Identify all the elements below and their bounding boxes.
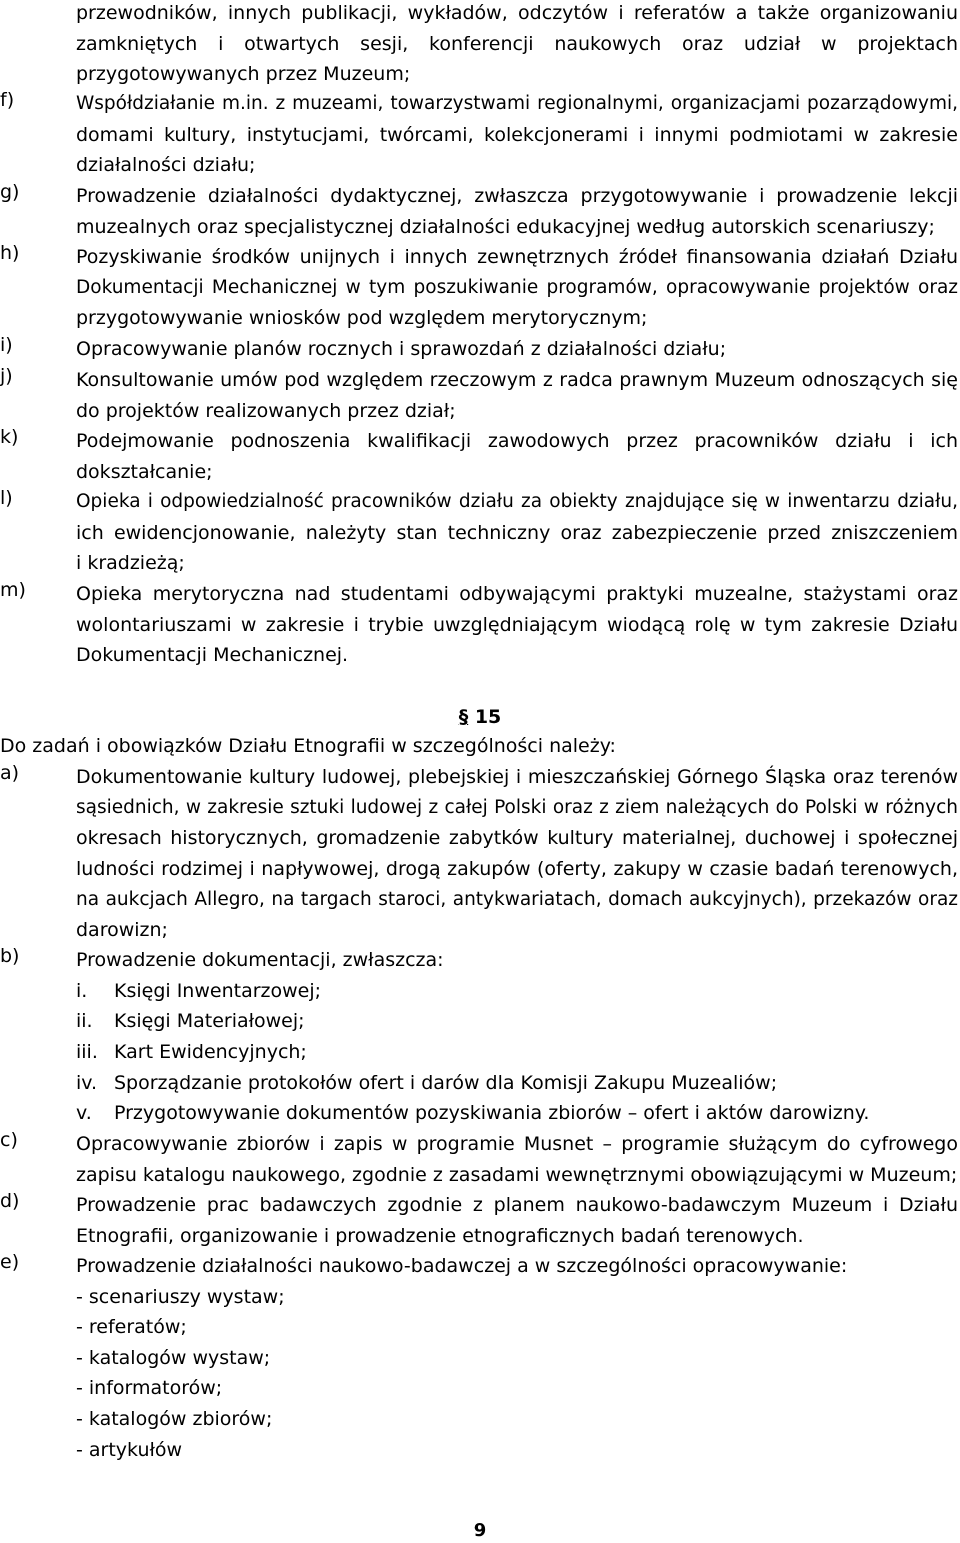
sub-text: Księgi Inwentarzowej; <box>114 980 322 1002</box>
text-line: ich ewidencjonowanie, należyty stan techniczny oraz zabezpieczenie przed zniszczeniem <box>76 521 958 544</box>
text-line: i kradzieżą; <box>76 552 185 575</box>
text-line: przygotowywanych przez Muzeum; <box>76 63 411 86</box>
list-marker: d) <box>0 1190 20 1212</box>
text-line: Prowadzenie działalności dydaktycznej, zwłaszcza przygotowywanie i prowadzenie lekcji <box>76 185 958 207</box>
list-marker: f) <box>0 89 15 111</box>
text-line: przygotowywanie wniosków pod względem merytorycznym; <box>76 307 648 330</box>
text-line: Dokumentacji Mechanicznej w tym poszukiwanie programów, opracowywanie projektów oraz <box>76 276 958 298</box>
text-line: Etnografii, organizowanie i prowadzenie etnograficznych badań terenowych. <box>76 1224 804 1247</box>
intro-line: Do zadań i obowiązków Działu Etnografii w szczególności należy: <box>0 735 616 757</box>
list-marker: m) <box>0 579 26 601</box>
list-marker: l) <box>0 487 13 509</box>
section-heading <box>440 702 520 732</box>
text-line: zapisu katalogu naukowego, zgodnie z zasadami wewnętrznymi obowiązującymi w Muzeum; <box>76 1163 958 1186</box>
sub-marker: i. <box>76 980 88 1002</box>
dash-item: - scenariuszy wystaw; <box>76 1286 285 1308</box>
list-marker: a) <box>0 762 20 784</box>
sub-marker: v. <box>76 1102 92 1124</box>
text-line: Opracowywanie zbiorów i zapis w programie Musnet – programie służącym do cyfrowego <box>76 1133 958 1155</box>
text-line: Dokumentacji Mechanicznej. <box>76 644 349 667</box>
section-number: 15 <box>474 706 502 728</box>
sub-text: Przygotowywanie dokumentów pozyskiwania zbiorów – ofert i aktów darowizny. <box>114 1102 870 1124</box>
text-line: Opieka i odpowiedzialność pracowników działu za obiekty znajdujące się w inwentarzu działu, <box>76 491 958 512</box>
text-line: Pozyskiwanie środków unijnych i innych zewnętrznych źródeł finansowania działań Działu <box>76 246 958 268</box>
text-line: sąsiednich, w zakresie sztuki ludowej z całej Polski oraz z ziem należących do Polski w różnych <box>76 796 958 818</box>
sub-text: Sporządzanie protokołów ofert i darów dla Komisji Zakupu Muzealiów; <box>114 1072 778 1094</box>
text-line: Opieka merytoryczna nad studentami odbywającymi praktyki muzealne, stażystami oraz <box>76 583 958 605</box>
list-marker: h) <box>0 242 20 264</box>
text-line: wolontariuszami w zakresie i trybie uwzględniającym wiodącą rolę w tym zakresie Działu <box>76 613 958 636</box>
sub-text: Księgi Materiałowej; <box>114 1010 305 1032</box>
sub-marker: ii. <box>76 1010 93 1032</box>
sub-text: Kart Ewidencyjnych; <box>114 1041 307 1063</box>
dash-item: - artykułów <box>76 1439 183 1461</box>
list-marker: i) <box>0 334 13 356</box>
text-line: Opracowywanie planów rocznych i sprawozdań z działalności działu; <box>76 338 727 360</box>
text-line: Współdziałanie m.in. z muzeami, towarzystwami regionalnymi, organizacjami pozarządowymi, <box>76 93 958 114</box>
text-line: do projektów realizowanych przez dział; <box>76 399 456 422</box>
text-line: Prowadzenie działalności naukowo-badawczej a w szczególności opracowywanie: <box>76 1255 848 1277</box>
text-line: Podejmowanie podnoszenia kwalifikacji zawodowych przez pracowników działu i ich <box>76 430 958 452</box>
text-line: ludności rodzimej i napływowej, drogą zakupów (oferty, zakupy w czasie badań terenowych, <box>76 858 958 881</box>
dash-item: - katalogów zbiorów; <box>76 1408 273 1430</box>
text-line: Prowadzenie prac badawczych zgodnie z planem naukowo-badawczym Muzeum i Działu <box>76 1194 958 1216</box>
text-line: Dokumentowanie kultury ludowej, plebejskiej i mieszczańskiej Górnego Śląska oraz terenów <box>76 766 958 788</box>
text-line: Prowadzenie dokumentacji, zwłaszcza: <box>76 949 444 971</box>
text-line: muzealnych oraz specjalistycznej działalności edukacyjnej według autorskich scenariuszy; <box>76 215 935 238</box>
dash-item: - referatów; <box>76 1316 187 1338</box>
list-marker: e) <box>0 1251 20 1273</box>
list-marker: b) <box>0 945 20 967</box>
list-marker: j) <box>0 365 13 387</box>
text-line: domami kultury, instytucjami, twórcami, kolekcjonerami i innymi podmiotami w zakresie <box>76 123 958 146</box>
section-sign: § <box>458 706 469 728</box>
dash-item: - informatorów; <box>76 1377 223 1399</box>
text-line: okresach historycznych, gromadzenie zabytków kultury materialnej, duchowej i społecznej <box>76 827 958 850</box>
text-line: dokształcanie; <box>76 460 213 483</box>
dash-item: - katalogów wystaw; <box>76 1347 271 1369</box>
text-line: na aukcjach Allegro, na targach staroci, antykwariatach, domach aukcyjnych), przekazów oraz <box>76 888 958 910</box>
text-line: działalności działu; <box>76 154 256 177</box>
list-marker: c) <box>0 1129 18 1151</box>
text-line: Konsultowanie umów pod względem rzeczowym z radca prawnym Muzeum odnoszących się <box>76 369 958 391</box>
sub-marker: iv. <box>76 1072 98 1094</box>
page-number: 9 <box>473 1520 487 1541</box>
text-line: zamkniętych i otwartych sesji, konferencji naukowych oraz udział w projektach <box>76 32 958 55</box>
list-marker: g) <box>0 181 20 203</box>
list-marker: k) <box>0 426 19 448</box>
text-line: darowizn; <box>76 919 168 942</box>
text-line: przewodników, innych publikacji, wykładów, odczytów i referatów a także organizowaniu <box>76 2 958 24</box>
sub-marker: iii. <box>76 1041 98 1063</box>
